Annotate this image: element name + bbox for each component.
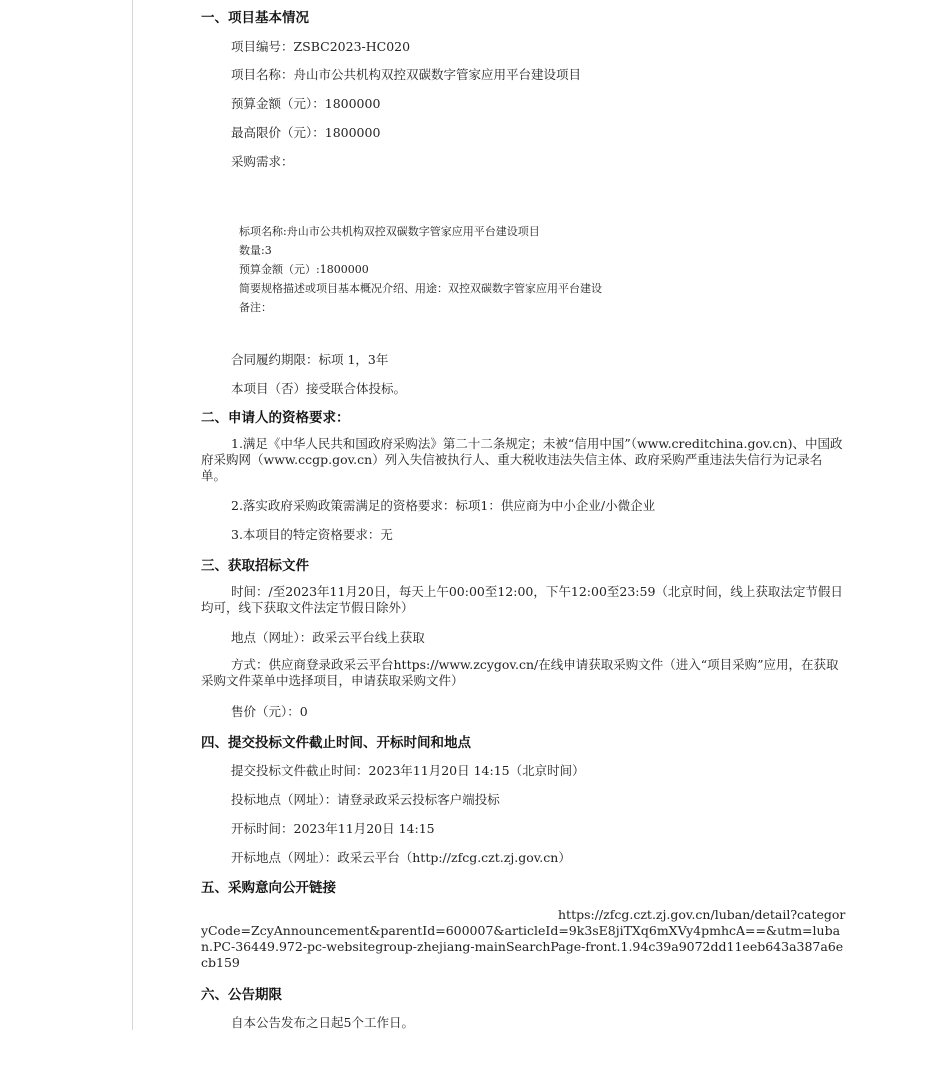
consortium-statement: 本项目（否）接受联合体投标。 [231, 381, 407, 396]
acquisition-method: 方式：供应商登录政采云平台https://www.zcygov.cn/在线申请获取采购文件（进入“项目采购”应用，在获取采购文件菜单中选择项目，申请获取采购文件） [201, 657, 839, 688]
budget-amount: 预算金额（元）：1800000 [231, 96, 381, 111]
lot-quantity: 数量:3 [239, 244, 272, 257]
section-1-heading: 一、项目基本情况 [201, 10, 309, 26]
opening-place: 开标地点（网址）：政采云平台（http://zfcg.czt.zj.gov.cn） [231, 850, 571, 865]
document-price: 售价（元）：0 [231, 704, 308, 719]
project-number: 项目编号：ZSBC2023-HC020 [231, 39, 411, 54]
qualification-item-1: 1.满足《中华人民共和国政府采购法》第二十二条规定；未被“信用中国”（www.creditchina.gov.cn)、中国政府采购网（www.ccgp.gov.cn）列入失信被执行人、重大税收违法失信主体、政府采购严重违法失信行为记录名单。 [201, 436, 843, 483]
max-price: 最高限价（元）：1800000 [231, 125, 381, 140]
bid-deadline: 提交投标文件截止时间：2023年11月20日 14:15（北京时间） [231, 763, 585, 778]
section-5-heading: 五、采购意向公开链接 [201, 880, 336, 896]
opening-time: 开标时间：2023年11月20日 14:15 [231, 821, 435, 836]
project-name: 项目名称：舟山市公共机构双控双碳数字管家应用平台建设项目 [231, 67, 582, 82]
bid-place: 投标地点（网址）：请登录政采云投标客户端投标 [231, 792, 500, 807]
contract-period: 合同履约期限：标项 1，3年 [231, 352, 389, 367]
announcement-period: 自本公告发布之日起5个工作日。 [231, 1015, 414, 1030]
lot-budget: 预算金额（元）:1800000 [239, 263, 369, 276]
procurement-intent-link[interactable]: https://zfcg.czt.zj.gov.cn/luban/detail?categoryCode=ZcyAnnouncement&parentId=600007&articleId=9k3sE8jiTXq6mXVy4pmhcA==&utm=luban.PC-36449.972-pc-websitegroup-zhejiang-mainSearchPage-front.1.94c39a9072dd11eeb643a387a6ecb159 [201, 907, 846, 970]
qualification-item-2: 2.落实政府采购政策需满足的资格要求：标项1：供应商为中小企业/小微企业 [231, 498, 656, 513]
page-left-rule [132, 0, 133, 1030]
section-2-heading: 二、申请人的资格要求： [201, 410, 350, 426]
acquisition-place: 地点（网址）：政采云平台线上获取 [231, 630, 425, 645]
lot-note: 备注： [239, 301, 272, 314]
qualification-item-3: 3.本项目的特定资格要求：无 [231, 527, 393, 542]
section-6-heading: 六、公告期限 [201, 987, 282, 1003]
lot-description: 简要规格描述或项目基本概况介绍、用途：双控双碳数字管家应用平台建设 [239, 282, 602, 295]
demand-label: 采购需求： [231, 154, 294, 169]
acquisition-time: 时间：/至2023年11月20日，每天上午00:00至12:00，下午12:00至23:59（北京时间，线上获取法定节假日均可，线下获取文件法定节假日除外） [201, 584, 843, 615]
section-3-heading: 三、获取招标文件 [201, 558, 309, 574]
section-4-heading: 四、提交投标文件截止时间、开标时间和地点 [201, 735, 471, 751]
lot-name: 标项名称:舟山市公共机构双控双碳数字管家应用平台建设项目 [239, 225, 540, 238]
